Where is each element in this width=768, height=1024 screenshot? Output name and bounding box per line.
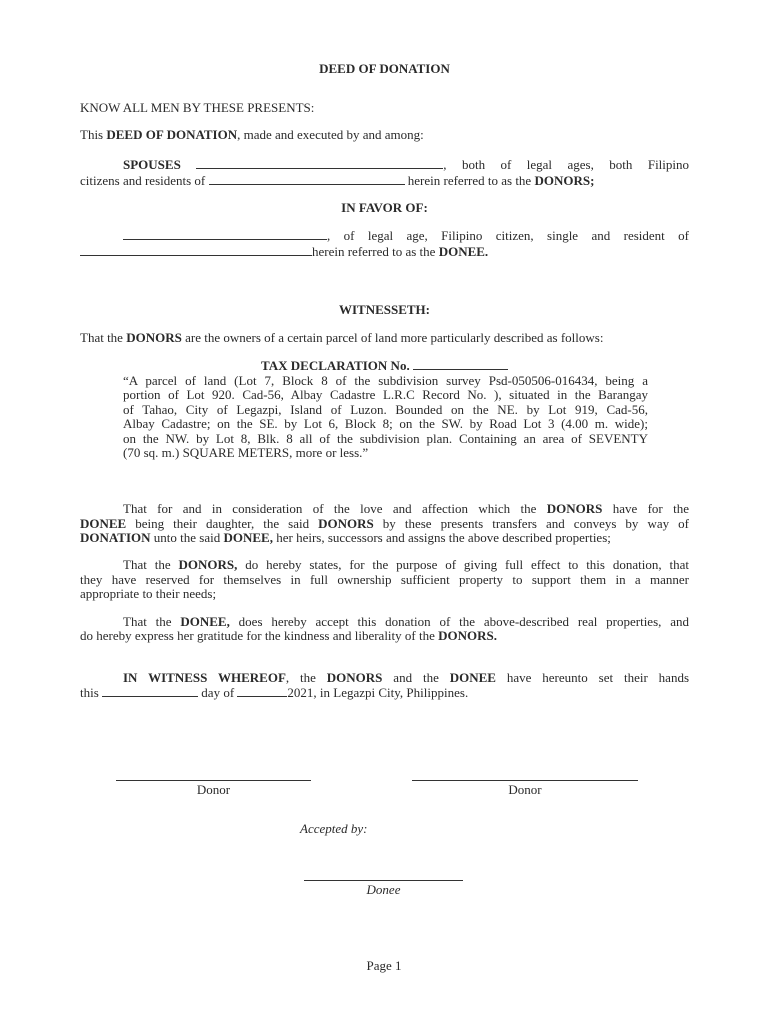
- preamble-line: This DEED OF DONATION, made and executed by and among:: [80, 127, 424, 142]
- owners-line: That the DONORS are the owners of a certain parcel of land more particularly described as follows:: [80, 330, 604, 345]
- witnesseth-heading: WITNESSETH:: [338, 302, 431, 317]
- donor-signature-line-2: [412, 780, 638, 781]
- residence-blank: [209, 173, 405, 185]
- tax-declaration-number-blank: [413, 358, 508, 370]
- property-line-1: “A parcel of land (Lot 7, Block 8 of the subdivision survey Psd-050506-016434, being a: [123, 373, 648, 388]
- page-number: Page 1: [366, 958, 402, 973]
- donee-line-1: , of legal age, Filipino citizen, single and resident of: [80, 228, 689, 243]
- spouses-name-blank: [196, 157, 443, 169]
- acceptance-line-1: That the DONEE, does hereby accept this donation of the above-described real properties, and: [123, 614, 689, 629]
- property-line-2: portion of Lot 920. Cad-56, Albay Cadastre L.R.C Record No. ), situated in the Barangay: [123, 387, 648, 402]
- donee-line-2: herein referred to as the DONEE.: [80, 244, 689, 259]
- reserved-line-2: they have reserved for themselves in full ownership sufficient property to support them in a manner: [80, 572, 689, 587]
- consideration-line-1: That for and in consideration of the love and affection which the DONORS have for the: [123, 501, 689, 516]
- month-blank: [237, 685, 287, 697]
- in-favor-of-heading: IN FAVOR OF:: [341, 200, 428, 215]
- donee-residence-blank: [80, 244, 312, 256]
- witness-line-2: this day of 2021, in Legazpi City, Philippines.: [80, 685, 469, 700]
- property-line-5: on the NW. by Lot 8, Blk. 8 all of the subdivision plan. Containing an area of SEVENTY: [123, 431, 648, 446]
- property-line-4: Albay Cadastre; on the SE. by Lot 6, Block 8; on the SW. by Road Lot 3 (4.00 m. wide);: [123, 416, 648, 431]
- donor-label-2: Donor: [508, 782, 542, 797]
- consideration-line-3: DONATION unto the said DONEE, her heirs, successors and assigns the above described properties;: [80, 530, 611, 545]
- intro-line: KNOW ALL MEN BY THESE PRESENTS:: [80, 100, 315, 115]
- property-line-6: (70 sq. m.) SQUARE METERS, more or less.”: [123, 445, 369, 460]
- donors-line-2: citizens and residents of herein referred to as the DONORS;: [80, 173, 595, 188]
- consideration-line-2: DONEE being their daughter, the said DONORS by these presents transfers and conveys by way of: [80, 516, 689, 531]
- witness-line-1: IN WITNESS WHEREOF, the DONORS and the DONEE have hereunto set their hands: [123, 670, 689, 685]
- accepted-by-label: Accepted by:: [300, 821, 368, 836]
- reserved-line-3: appropriate to their needs;: [80, 586, 217, 601]
- donee-signature-line: [304, 880, 463, 881]
- property-line-3: of Tahao, City of Legazpi, Island of Luzon. Bounded on the NE. by Lot 919, Cad-56,: [123, 402, 648, 417]
- donor-label-1: Donor: [196, 782, 231, 797]
- day-blank: [102, 685, 198, 697]
- tax-declaration-heading: TAX DECLARATION No.: [80, 358, 689, 373]
- donors-line-1: SPOUSES , both of legal ages, both Filipino: [123, 157, 690, 172]
- donee-name-blank: [123, 228, 327, 240]
- document-title: DEED OF DONATION: [319, 61, 450, 76]
- acceptance-line-2: do hereby express her gratitude for the kindness and liberality of the DONORS.: [80, 628, 497, 643]
- donee-label: Donee: [366, 882, 401, 897]
- donor-signature-line-1: [116, 780, 311, 781]
- reserved-line-1: That the DONORS, do hereby states, for the purpose of giving full effect to this donation, that: [123, 557, 689, 572]
